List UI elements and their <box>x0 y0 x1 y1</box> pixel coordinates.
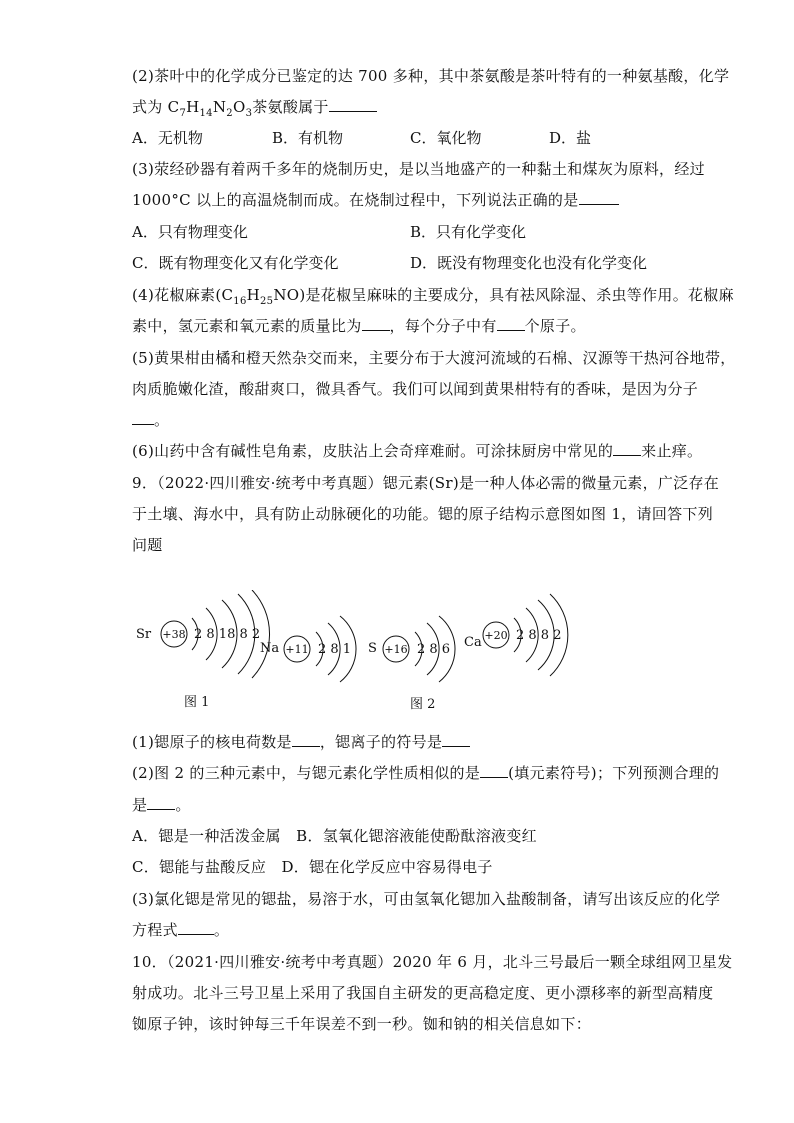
ca-symbol: Ca <box>464 635 482 650</box>
option-c: C．氧化物 <box>410 129 482 147</box>
q8-5-line1: (5)黄果柑由橘和橙天然杂交而来，主要分布于大渡河流域的石棉、汉源等干热河谷地带， <box>132 349 736 367</box>
q8-2-line1: (2)茶叶中的化学成分已鉴定的达 700 多种，其中茶氨酸是茶叶特有的一种氨基酸，化学 <box>132 67 730 85</box>
answer-blank[interactable] <box>480 763 508 778</box>
sr-atom-diagram <box>136 590 270 710</box>
figure-1-caption: 图 1 <box>184 695 210 710</box>
option-d: D．盐 <box>549 129 592 147</box>
na-symbol: Na <box>260 641 280 656</box>
sr-shell-electrons: 2 8 18 8 2 <box>194 627 261 642</box>
answer-blank[interactable] <box>442 732 470 747</box>
q9-options-ab: A．锶是一种活泼金属 B．氢氧化锶溶液能使酚酞溶液变红 <box>132 827 537 845</box>
q8-6-line1: (6)山药中含有碱性皂角素，皮肤沾上会奇痒难耐。可涂抹厨房中常见的 来止痒。 <box>132 442 703 460</box>
q9-2-line1: (2)图 2 的三种元素中，与锶元素化学性质相似的是 (填元素符号)；下列预测合理的 <box>132 764 720 782</box>
answer-blank[interactable] <box>178 920 214 935</box>
q9-1-line: (1)锶原子的核电荷数是 ，锶离子的符号是 <box>132 732 662 752</box>
na-shell-electrons: 2 8 1 <box>318 642 352 657</box>
q8-2-line2: 式为 $C_7H_{14}N_2O_3$茶氨酸属于 <box>132 97 662 117</box>
ca-nucleus-charge: +20 <box>484 629 508 642</box>
q9-2-line2: 是 。 <box>132 796 191 814</box>
s-symbol: S <box>368 641 377 656</box>
q9-3-line1: (3)氯化锶是常见的锶盐，易溶于水，可由氢氧化锶加入盐酸制备，请写出该反应的化学 <box>132 890 721 908</box>
option-a: A．只有物理变化 <box>132 223 248 241</box>
answer-blank[interactable] <box>292 732 320 747</box>
s-atom-diagram <box>368 616 455 712</box>
answer-blank[interactable] <box>329 97 377 112</box>
s-shell-electrons: 2 8 6 <box>417 642 451 657</box>
q10-line3: 铷原子钟，该时钟每三千年误差不到一秒。铷和钠的相关信息如下： <box>132 1015 592 1033</box>
q8-3-line2: 1000°C 以上的高温烧制而成。在烧制过程中，下列说法正确的是 <box>132 190 662 210</box>
option-b: B．有机物 <box>272 129 344 147</box>
answer-blank[interactable] <box>132 410 154 425</box>
q8-3-line1: (3)荥经砂器有着两千多年的烧制历史，是以当地盛产的一种黏土和煤灰为原料，经过 <box>132 160 705 178</box>
answer-blank[interactable] <box>613 441 641 456</box>
q9-line3: 问题 <box>132 536 163 554</box>
sr-symbol: Sr <box>136 627 152 642</box>
atomic-structure-figure <box>132 590 572 720</box>
q10-line1: 10．（2021·四川雅安·统考中考真题）2020 年 6 月，北斗三号最后一颗全球组网卫星发 <box>132 953 733 971</box>
q8-5-line2: 肉质脆嫩化渣，酸甜爽口，微具香气。我们可以闻到黄果柑特有的香味，是因为分子 <box>132 380 699 398</box>
sr-nucleus-charge: +38 <box>162 628 186 641</box>
s-nucleus-charge: +16 <box>384 643 408 656</box>
q9-3-line2: 方程式 。 <box>132 921 230 939</box>
answer-blank[interactable] <box>147 795 175 810</box>
figure-2-caption: 图 2 <box>410 697 436 712</box>
answer-blank[interactable] <box>362 316 390 331</box>
q9-options-cd: C．锶能与盐酸反应 D．锶在化学反应中容易得电子 <box>132 858 493 876</box>
q8-4-line1: (4)花椒麻素$(C_{16}H_{25}NO)$是花椒呈麻味的主要成分，具有祛风除湿、杀虫等作用。花椒麻 <box>132 286 734 307</box>
q9-line2: 于土壤、海水中，具有防止动脉硬化的功能。锶的原子结构示意图如图 1，请回答下列 <box>132 505 714 523</box>
q8-4-line2: 素中，氢元素和氧元素的质量比为 ，每个分子中有 个原子。 <box>132 317 586 335</box>
option-d: D．既没有物理变化也没有化学变化 <box>410 254 648 272</box>
answer-blank[interactable] <box>579 190 619 205</box>
q9-line1: 9．（2022·四川雅安·统考中考真题）锶元素(Sr)是一种人体必需的微量元素，广泛存在 <box>132 474 720 492</box>
option-a: A．无机物 <box>132 129 203 147</box>
answer-blank[interactable] <box>497 316 525 331</box>
q8-5-line3: 。 <box>132 410 662 430</box>
ca-shell-electrons: 2 8 8 2 <box>516 628 562 643</box>
na-nucleus-charge: +11 <box>285 643 309 656</box>
option-c: C．既有物理变化又有化学变化 <box>132 254 339 272</box>
q10-line2: 射成功。北斗三号卫星上采用了我国自主研发的更高稳定度、更小漂移率的新型高精度 <box>132 984 714 1002</box>
ca-atom-diagram <box>464 594 568 676</box>
na-atom-diagram <box>260 616 356 682</box>
option-b: B．只有化学变化 <box>410 223 527 241</box>
